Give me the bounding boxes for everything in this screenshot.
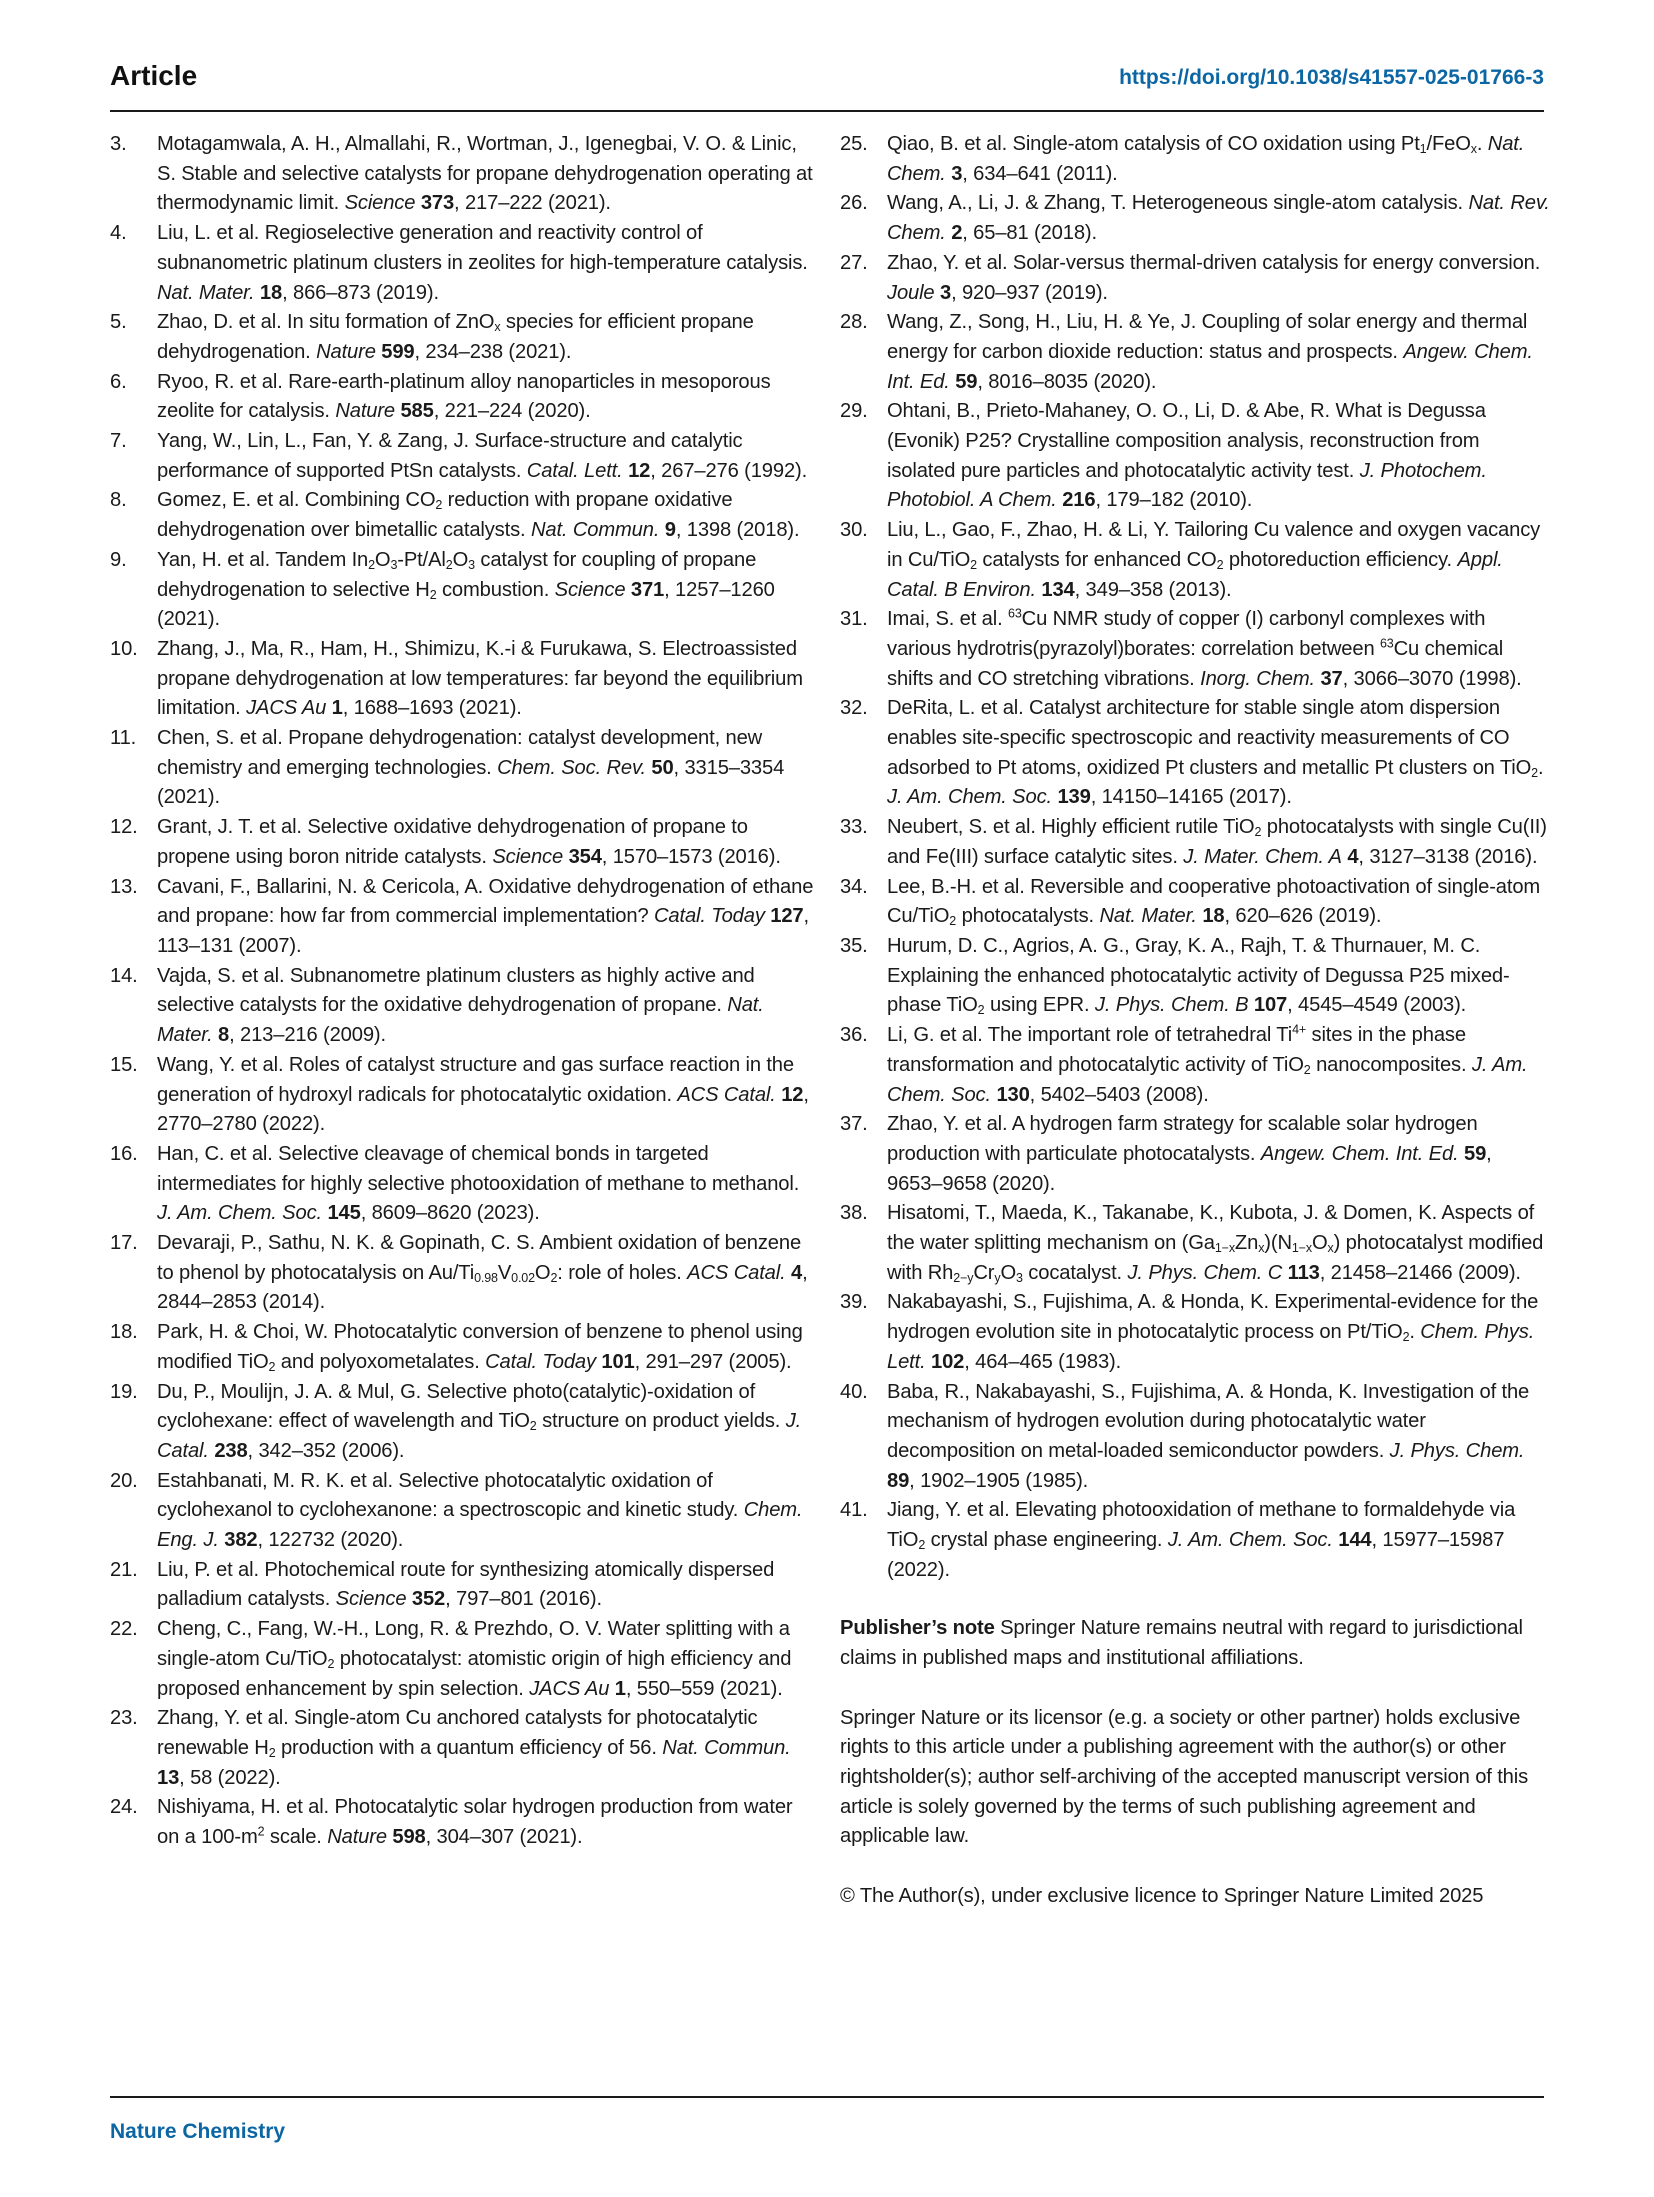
reference-item [840,694,1552,813]
reference-number: 40. [840,1380,868,1403]
reference-text: Zhao, D. et al. In situ formation of ZnO$_x$ species for efficient propane dehydrogenation. Nature 599, 234–238 (2021). [157,311,754,363]
reference-item [840,1496,1552,1585]
subscript: x [1327,1241,1334,1256]
reference-number: 26. [840,192,868,215]
journal-name: J. Mater. Chem. A [1183,845,1342,868]
reference-number: 36. [840,1024,868,1047]
reference-number: 32. [840,697,868,720]
reference-number: 16. [110,1142,138,1165]
volume-number: 18 [259,281,283,304]
subscript: 2 [368,557,375,572]
subscript: 2 [268,1746,276,1761]
reference-item [840,1110,1552,1199]
reference-number: 39. [840,1291,868,1314]
reference-item [110,873,820,962]
reference-text: Zhao, Y. et al. A hydrogen farm strategy for scalable solar hydrogen production with particulate photocatalysts. Angew. Chem. Int. Ed. 59, 9653–9658 (2020). [887,1113,1492,1195]
volume-number: 127 [770,905,804,928]
journal-name: Nat. Rev. Chem. [887,192,1550,245]
journal-name: Joule [887,281,935,304]
volume-number: 59 [955,370,978,393]
subscript: x [1470,142,1477,157]
volume-number: 354 [568,845,602,868]
subscript: 1−x [1214,1241,1235,1256]
reference-number: 30. [840,519,868,542]
journal-name: Nature Chemistry [110,2120,286,2143]
reference-number: 9. [110,548,127,571]
volume-number: 102 [931,1350,965,1373]
reference-number: 10. [110,637,138,660]
subscript: 2 [268,1359,276,1374]
reference-text: Zhao, Y. et al. Solar-versus thermal-driven catalysis for energy conversion. Joule 3, 920–937 (2019). [887,251,1541,304]
reference-number: 37. [840,1113,868,1136]
reference-text: Zhang, Y. et al. Single-atom Cu anchored catalysts for photocatalytic renewable $H_2$ production with a quantum efficiency of 56. Nat. Commun. 13, 58 (2022). [157,1707,791,1789]
subscript: 2 [1303,1062,1311,1077]
reference-number: 35. [840,934,868,957]
reference-text: Nakabayashi, S., Fujishima, A. & Honda, K. Experimental-evidence for the hydrogen evolution site in photocatalytic process on Pt/TiO$_2$. Chem. Phys. Lett. 102, 464–465 (1983). [887,1291,1539,1373]
subscript: 2 [529,1419,537,1434]
reference-number: 7. [110,430,127,453]
journal-name: Angew. Chem. Int. Ed. [887,340,1533,393]
reference-text: Park, H. & Choi, W. Photocatalytic conversion of benzene to phenol using modified TiO$_2$ and polyoxometalates. Catal. Today 101, 291–297 (2005). [157,1321,803,1374]
reference-item [110,368,820,427]
reference-text: Liu, L., Gao, F., Zhao, H. & Li, Y. Tailoring Cu valence and oxygen vacancy in Cu/TiO$_2$ catalysts for enhanced $CO_2$ photoreduction efficiency. Appl. Catal. B Environ. 134, 349–358 (2013). [887,519,1541,601]
reference-text: Hurum, D. C., Agrios, A. G., Gray, K. A., Rajh, T. & Thurnauer, M. C. Explaining the enhanced photocatalytic activity of Degussa P25 mixed-phase TiO$_2$ using EPR. J. Phys. Chem. B 107, 4545–4549 (2003). [887,934,1510,1018]
journal-name: Appl. Catal. B Environ. [887,548,1503,601]
subscript: 2 [327,1656,335,1671]
subscript: 0.98 [474,1270,498,1285]
reference-text: Liu, P. et al. Photochemical route for synthesizing atomically dispersed palladium catalysts. Science 352, 797–801 (2016). [157,1558,775,1611]
reference-item [110,546,820,635]
page-header [110,58,1544,112]
journal-name: J. Am. Chem. Soc. [157,1202,322,1225]
volume-number: 4 [1347,845,1359,868]
reference-item [110,427,820,486]
superscript: 4+ [1292,1022,1307,1037]
volume-number: 145 [327,1202,361,1225]
reference-number: 17. [110,1232,138,1255]
reference-text: Ohtani, B., Prieto-Mahaney, O. O., Li, D. & Abe, R. What is Degussa (Evonik) P25? Crystalline composition analysis, reconstruction from isolated pure particles and photocatalytic activity test. J. Photochem. Photobiol. A Chem. 216, 179–182 (2010). [887,400,1487,512]
reference-number: 38. [840,1202,868,1225]
subscript: 0.02 [511,1270,535,1285]
reference-number: 33. [840,816,868,839]
subscript: 2 [1531,765,1538,780]
reference-text: Hisatomi, T., Maeda, K., Takanabe, K., Kubota, J. & Domen, K. Aspects of the water splitting mechanism on $(Ga_{1-x}Zn_x)(N_{1-x}O_x)$ photocatalyst modified with $Rh_{2-y}Cr_yO_3$ cocatalyst. J. Phys. Chem. C 113, 21458–21466 (2009). [887,1202,1544,1285]
reference-text: Lee, B.-H. et al. Reversible and cooperative photoactivation of single-atom Cu/TiO$_2$ photocatalysts. Nat. Mater. 18, 620–626 (2019). [887,875,1541,929]
reference-text: Nishiyama, H. et al. Photocatalytic solar hydrogen production from water on a $100-m^2$ scale. Nature 598, 304–307 (2021). [157,1796,793,1849]
journal-name: Science [344,192,416,215]
journal-name: JACS Au [246,697,327,720]
reference-text: Gomez, E. et al. Combining $CO_2$ reduction with propane oxidative dehydrogenation over bimetallic catalysts. Nat. Commun. 9, 1398 (2018). [157,489,800,542]
doi-link[interactable]: https://doi.org/10.1038/s41557-025-01766-3 [1119,66,1544,89]
journal-name: Catal. Lett. [526,459,623,482]
references-list-right [840,130,1552,1585]
article-notes [840,1614,1552,1911]
reference-text: Du, P., Moulijn, J. A. & Mul, G. Selective photo(catalytic)-oxidation of cyclohexane: effect of wavelength and TiO$_2$ structure on product yields. J. Catal. 238, 342–352 (2006). [157,1380,802,1462]
reference-number: 18. [110,1321,138,1344]
volume-number: 599 [381,340,415,363]
reference-item [840,1288,1552,1377]
volume-number: 373 [420,192,455,215]
journal-name: J. Catal. [157,1410,802,1462]
reference-item [840,932,1552,1021]
volume-number: 12 [781,1083,804,1106]
reference-item [110,813,820,872]
volume-number: 3 [939,281,952,304]
reference-number: 22. [110,1618,138,1641]
references-column-left [110,130,820,1853]
reference-text: Vajda, S. et al. Subnanometre platinum clusters as highly active and selective catalysts for the oxidative dehydrogenation of propane. Nat. Mater. 8, 213–216 (2009). [157,964,764,1047]
reference-item [840,249,1552,308]
volume-number: 113 [1287,1261,1320,1284]
reference-text: Jiang, Y. et al. Elevating photooxidation of methane to formaldehyde via TiO$_2$ crystal phase engineering. J. Am. Chem. Soc. 144, 15977–15987 (2022). [887,1499,1516,1581]
subscript: 3 [390,557,398,572]
reference-number: 28. [840,311,868,334]
journal-name: Nature [327,1826,387,1849]
reference-item [110,486,820,545]
rights-statement: Springer Nature or its licensor (e.g. a society or other partner) holds exclusive rights to this article under a publishing agreement with the author(s) or other rightsholder(s); author self-archiving of the accepted manuscript version of this article is solely governed by the terms of such publishing agreement and applicable law. [840,1706,1529,1848]
journal-name: Chem. Phys. Lett. [887,1321,1535,1373]
journal-name: Nat. Mater. [1099,905,1197,928]
reference-text: Qiao, B. et al. Single-atom catalysis of CO oxidation using $Pt_1/FeO_x$. Nat. Chem. 3, 634–641 (2011). [887,133,1525,185]
reference-text: Yan, H. et al. Tandem $In_2O_3-Pt/Al_2O_3$ catalyst for coupling of propane dehydrogenation to selective $H_2$ combustion. Science 371, 1257–1260 (2021). [157,548,775,631]
journal-name: Catal. Today [653,905,765,928]
reference-number: 5. [110,311,127,334]
journal-name: Chem. Eng. J. [157,1499,803,1552]
references-column-right [840,130,1552,1941]
reference-item [110,1140,820,1229]
reference-number: 4. [110,222,127,245]
volume-number: 37 [1320,667,1343,690]
reference-text: Chen, S. et al. Propane dehydrogenation: catalyst development, new chemistry and emerging technologies. Chem. Soc. Rev. 50, 3315–3354 (2021). [157,727,785,809]
journal-name: ACS Catal. [677,1083,776,1106]
reference-item [840,1021,1552,1110]
volume-number: 139 [1057,786,1091,809]
reference-number: 24. [110,1796,138,1819]
reference-item [840,813,1552,872]
reference-text: Motagamwala, A. H., Almallahi, R., Wortman, J., Igenegbai, V. O. & Linic, S. Stable and selective catalysts for propane dehydrogenation operating at thermodynamic limit. Science 373, 217–222 (2021). [157,133,813,215]
reference-number: 31. [840,608,868,631]
volume-number: 1 [331,697,343,720]
publishers-note-text: Springer Nature remains neutral with regard to jurisdictional claims in published maps and institutional affiliations. [840,1617,1523,1670]
reference-text: Grant, J. T. et al. Selective oxidative dehydrogenation of propane to propene using boron nitride catalysts. Science 354, 1570–1573 (2016). [157,816,781,868]
volume-number: 371 [630,578,665,601]
journal-name: J. Am. Chem. Soc. [887,1053,1528,1106]
reference-text: Wang, A., Li, J. & Zhang, T. Heterogeneous single-atom catalysis. Nat. Rev. Chem. 2, 65–81 (2018). [887,192,1550,245]
volume-number: 13 [157,1766,180,1789]
volume-number: 598 [392,1826,426,1849]
reference-number: 21. [110,1558,138,1581]
reference-item [840,1378,1552,1497]
reference-text: Devaraji, P., Sathu, N. K. & Gopinath, C. S. Ambient oxidation of benzene to phenol by photocatalysis on $Au/Ti_{0.98}V_{0.02}O_2$: role of holes. ACS Catal. 4, 2844–2853 (2014). [157,1232,808,1314]
reference-item [840,1199,1552,1288]
reference-item [840,605,1552,694]
subscript: 3 [468,557,475,572]
subscript: 2 [1402,1330,1410,1345]
reference-item [110,635,820,724]
reference-item [840,516,1552,605]
reference-item [110,1615,820,1704]
subscript: 2 [977,1003,985,1018]
subscript: y [994,1270,1001,1285]
reference-text: Wang, Y. et al. Roles of catalyst structure and gas surface reaction in the generation of hydroxyl radicals for photocatalytic oxidation. ACS Catal. 12, 2770–2780 (2022). [157,1053,809,1136]
journal-name: Nature [335,400,396,423]
reference-number: 23. [110,1707,138,1730]
journal-name: Nature [316,340,376,363]
reference-text: Ryoo, R. et al. Rare-earth-platinum alloy nanoparticles in mesoporous zeolite for catalysis. Nature 585, 221–224 (2020). [157,370,771,423]
volume-number: 585 [400,400,434,423]
reference-text: Yang, W., Lin, L., Fan, Y. & Zang, J. Surface-structure and catalytic performance of supported PtSn catalysts. Catal. Lett. 12, 267–276 (1992). [157,430,808,482]
volume-number: 107 [1253,994,1288,1017]
reference-item [110,724,820,813]
reference-number: 14. [110,964,138,987]
journal-name: Inorg. Chem. [1200,667,1315,690]
volume-number: 59 [1464,1142,1487,1165]
copyright-statement: © The Author(s), under exclusive licence to Springer Nature Limited 2025 [840,1884,1484,1907]
reference-number: 8. [110,489,127,512]
reference-text: Baba, R., Nakabayashi, S., Fujishima, A. & Honda, K. Investigation of the mechanism of hydrogen evolution during photocatalytic water decomposition on metal-loaded semiconductor powders. J. Phys. Chem. 89, 1902–1905 (1985). [887,1380,1530,1492]
journal-name: Nat. Commun. [662,1736,791,1759]
publishers-note [840,1614,1552,1673]
reference-number: 19. [110,1380,138,1403]
reference-text: Cavani, F., Ballarini, N. & Cericola, A. Oxidative dehydrogenation of ethane and propane: how far from commercial implementation? Catal. Today 127, 113–131 (2007). [157,875,814,957]
journal-name: J. Am. Chem. Soc. [1167,1529,1333,1552]
volume-number: 8 [218,1024,230,1047]
journal-name: Catal. Today [485,1350,596,1373]
volume-number: 101 [601,1350,635,1373]
reference-number: 12. [110,816,138,839]
volume-number: 9 [664,519,676,542]
subscript: 1 [1419,142,1427,157]
reference-text: Estahbanati, M. R. K. et al. Selective photocatalytic oxidation of cyclohexanol to cyclohexanone: a spectroscopic and kinetic study. Chem. Eng. J. 382, 122732 (2020). [157,1469,803,1552]
reference-number: 41. [840,1499,868,1522]
volume-number: 352 [411,1588,446,1611]
reference-number: 13. [110,875,138,898]
reference-item [110,308,820,367]
reference-item [110,219,820,308]
reference-item [110,1229,820,1318]
reference-number: 20. [110,1469,138,1492]
journal-name: J. Phys. Chem. [1389,1439,1525,1462]
reference-item [110,1467,820,1556]
reference-item [110,962,820,1051]
reference-number: 25. [840,133,868,155]
journal-name: J. Phys. Chem. C [1127,1261,1283,1284]
journal-name: Science [335,1588,407,1611]
subscript: 2 [550,1270,558,1285]
subscript: 2 [435,498,443,513]
journal-name: Angew. Chem. Int. Ed. [1260,1142,1459,1165]
reference-number: 27. [840,251,868,274]
publishers-note-label: Publisher’s note [840,1617,995,1640]
subscript: 2 [918,1538,926,1553]
volume-number: 2 [951,222,963,245]
volume-number: 12 [628,459,651,482]
journal-name: J. Am. Chem. Soc. [887,786,1052,809]
subscript: 1−x [1291,1241,1312,1256]
reference-text: Li, G. et al. The important role of tetrahedral $Ti^{4+}$ sites in the phase transformation and photocatalytic activity of TiO$_2$ nanocomposites. J. Am. Chem. Soc. 130, 5402–5403 (2008). [887,1022,1528,1106]
reference-item [110,130,820,219]
volume-number: 382 [224,1529,258,1552]
volume-number: 134 [1041,578,1075,601]
volume-number: 1 [614,1677,626,1700]
journal-name: JACS Au [529,1677,610,1700]
journal-name: Nat. Mater. [157,281,255,304]
reference-text: Cheng, C., Fang, W.-H., Long, R. & Prezhdo, O. V. Water splitting with a single-atom Cu/TiO$_2$ photocatalyst: atomistic origin of high efficiency and proposed enhancement by spin selection. JACS Au 1, 550–559 (2021). [157,1618,792,1700]
superscript: 2 [257,1824,265,1839]
subscript: 2 [445,557,453,572]
reference-item [110,1704,820,1793]
reference-text: DeRita, L. et al. Catalyst architecture for stable single atom dispersion enables site-specific spectroscopic and reactivity measurements of CO adsorbed to Pt atoms, oxidized Pt clusters and metallic Pt clusters on TiO$_2$. J. Am. Chem. Soc. 139, 14150–14165 (2017). [887,697,1544,809]
volume-number: 144 [1338,1529,1372,1552]
reference-number: 29. [840,400,868,423]
reference-item [840,397,1552,516]
volume-number: 18 [1202,905,1225,928]
reference-text: Zhang, J., Ma, R., Ham, H., Shimizu, K.-i & Furukawa, S. Electroassisted propane dehydrogenation at low temperatures: far beyond the equilibrium limitation. JACS Au 1, 1688–1693 (2021). [157,637,803,720]
superscript: 63 [1380,636,1394,651]
journal-name: Nat. Chem. [887,133,1525,185]
reference-item [110,1051,820,1140]
subscript: x [1258,1241,1265,1256]
reference-text: Liu, L. et al. Regioselective generation and reactivity control of subnanometric platinum clusters in zeolites for high-temperature catalysis. Nat. Mater. 18, 866–873 (2019). [157,222,808,304]
reference-item [110,1378,820,1467]
reference-number: 34. [840,875,868,898]
footer-divider [110,2096,1544,2098]
volume-number: 3 [951,162,963,185]
reference-item [840,873,1552,932]
journal-name: Chem. Soc. Rev. [497,756,646,779]
reference-item [840,189,1552,248]
journal-name: J. Photochem. Photobiol. A Chem. [887,459,1487,512]
reference-number: 3. [110,133,127,155]
journal-name: J. Phys. Chem. B [1094,994,1249,1017]
journal-name: Science [554,578,626,601]
volume-number: 238 [214,1439,248,1462]
subscript: 2 [1254,825,1262,840]
subscript: 2 [949,914,957,929]
volume-number: 216 [1062,489,1096,512]
journal-name: Nat. Mater. [157,994,764,1047]
reference-item [110,1556,820,1615]
reference-text: Han, C. et al. Selective cleavage of chemical bonds in targeted intermediates for highly selective photooxidation of methane to methanol. J. Am. Chem. Soc. 145, 8609–8620 (2023). [157,1142,800,1225]
reference-item [840,308,1552,397]
volume-number: 130 [996,1083,1030,1106]
section-label: Article [110,60,198,91]
journal-name: ACS Catal. [687,1261,786,1284]
journal-name: Science [492,845,564,868]
reference-item [110,1793,820,1852]
volume-number: 4 [791,1261,803,1284]
reference-text: Wang, Z., Song, H., Liu, H. & Ye, J. Coupling of solar energy and thermal energy for carbon dioxide reduction: status and prospects. Angew. Chem. Int. Ed. 59, 8016–8035 (2020). [887,311,1533,393]
subscript: 2 [429,587,437,602]
volume-number: 50 [651,756,674,779]
reference-number: 11. [110,727,137,750]
subscript: 3 [1016,1270,1023,1285]
volume-number: 89 [887,1469,910,1492]
reference-text: Neubert, S. et al. Highly efficient rutile TiO$_2$ photocatalysts with single Cu(II) and Fe(III) surface catalytic sites. J. Mater. Chem. A 4, 3127–3138 (2016). [887,816,1547,868]
reference-number: 15. [110,1053,138,1076]
reference-item [840,130,1552,189]
subscript: 2 [1216,557,1224,572]
reference-text: Imai, S. et al. $^{63}$Cu NMR study of copper (I) carbonyl complexes with various hydrotris(pyrazolyl)borates: correlation between $^{63}$Cu chemical shifts and CO stretching vibrations. Inorg. Chem. 37, 3066–3070 (1998). [887,606,1522,690]
subscript: 2−y [953,1270,974,1285]
reference-number: 6. [110,370,127,393]
subscript: x [494,320,501,335]
journal-name: Nat. Commun. [530,519,660,542]
superscript: 63 [1008,606,1022,621]
reference-item [110,1318,820,1377]
subscript: 2 [970,557,977,572]
